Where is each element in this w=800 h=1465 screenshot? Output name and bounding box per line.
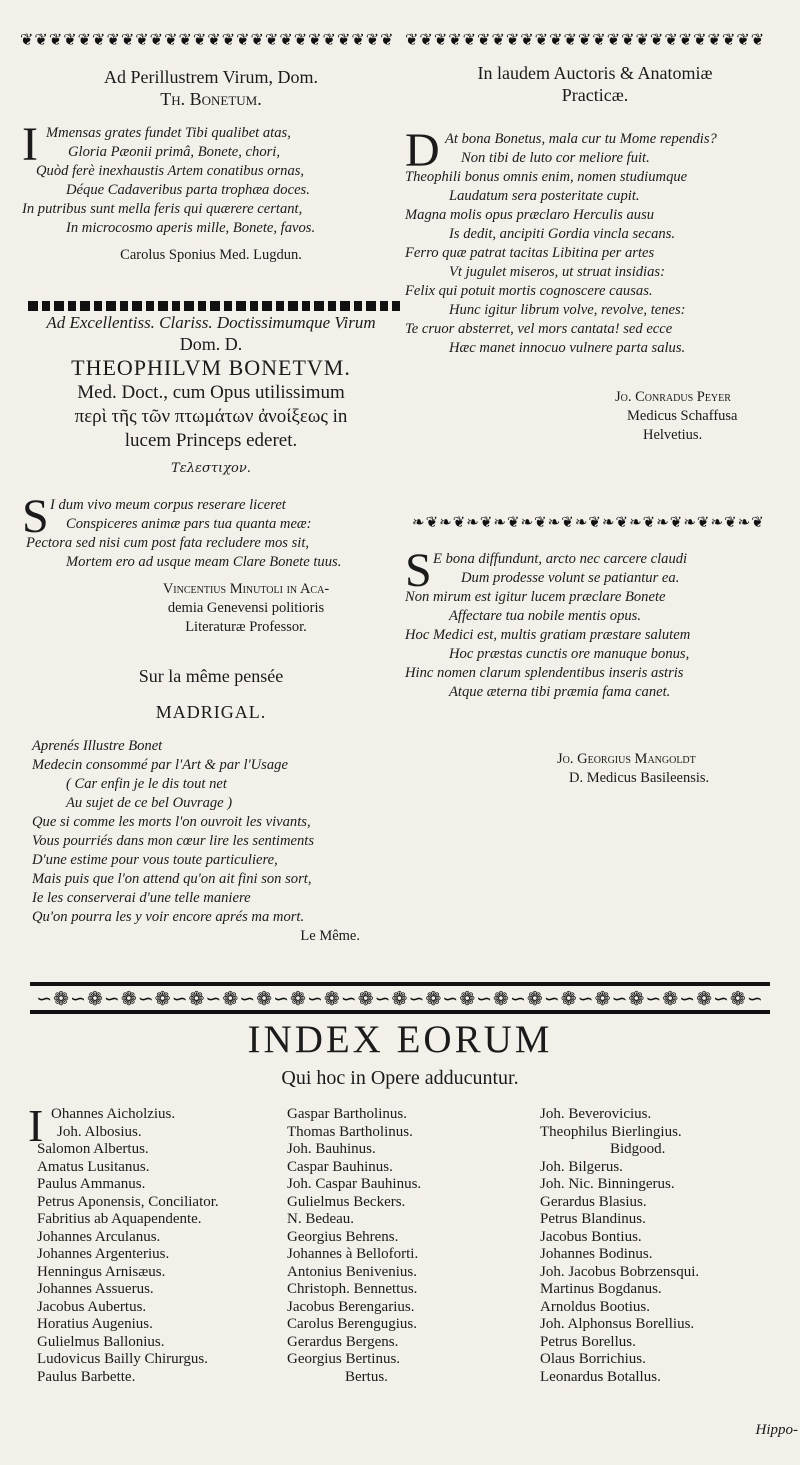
list-item: Jacobus Berengarius.: [287, 1298, 415, 1315]
list-item: Ohannes Aicholzius.: [51, 1106, 176, 1122]
list-item: Paulus Barbette.: [37, 1368, 136, 1385]
list-item: Joh. Bauhinus.: [287, 1141, 376, 1157]
left-poem-2-signature: Vincentius Minutoli in Aca-: [162, 581, 330, 597]
verse-line: In microcosmo aperis mille, Bonete, favos.: [66, 220, 316, 236]
verse-line: Is dedit, ancipiti Gordia vincla secans.: [449, 226, 676, 242]
index-subtitle: Qui hoc in Opere adducuntur.: [281, 1067, 519, 1089]
verse-line: Laudatum sera posteritate cupit.: [449, 188, 640, 204]
verse-line: Au sujet de ce bel Ouvrage ): [66, 795, 233, 811]
list-item: Joh. Jacobus Bobrzensqui.: [540, 1263, 700, 1280]
dropcap: D: [405, 124, 440, 177]
list-item: Martinus Bogdanus.: [540, 1281, 662, 1297]
index-column-2: [287, 1106, 527, 1386]
index-column-3: [540, 1106, 780, 1386]
verse-line: Hoc Medici est, multis gratiam præstare salutem: [405, 627, 691, 643]
verse-line: Ferro quæ patrat tacitas Libitina per artes: [405, 245, 655, 261]
list-item: Petrus Blandinus.: [540, 1211, 646, 1227]
right-poem-1-signature: Jo. Conradus Peyer: [615, 389, 731, 405]
verse-line: Conspiceres animæ pars tua quanta meæ:: [66, 516, 312, 532]
list-item: Bertus.: [345, 1368, 388, 1385]
list-item: Leonardus Botallus.: [540, 1368, 661, 1385]
right-poem-2-verse: [405, 544, 785, 702]
top-left-ornament: ❦❦❦❦❦❦❦❦❦❦❦❦❦❦❦❦❦❦❦❦❦❦❦❦❦❦: [20, 30, 395, 49]
list-item: Petrus Aponensis, Conciliator.: [37, 1193, 219, 1210]
left-poem-3-signature: Le Même.: [300, 928, 360, 944]
left-poem-2-line-last: lucem Princeps ederet.: [124, 430, 298, 451]
greek-phrase: περὶ τῆς τῶν πτωμάτων ἀνοίξεως in: [74, 406, 348, 427]
list-item: Joh. Caspar Bauhinus.: [287, 1176, 422, 1192]
list-item: Ludovicus Bailly Chirurgus.: [37, 1351, 208, 1367]
right-poem-1-signature: Medicus Schaffusa: [627, 408, 738, 424]
list-item: Jacobus Bontius.: [540, 1228, 642, 1245]
verse-line: Te cruor absterret, vel mors cantata! sed ecce: [405, 321, 673, 337]
list-item: Johannes Bodinus.: [540, 1246, 653, 1262]
right-divider-ornament: ❧❦❧❦❧❦❧❦❧❦❧❦❧❦❧❦❧❦❧❦❧❦❧❦❧❦: [412, 513, 765, 531]
dropcap: I: [28, 1100, 44, 1151]
left-poem-2-greek-line: [22, 405, 400, 429]
dropcap: I: [22, 118, 38, 171]
top-right-ornament: ❦❦❦❦❦❦❦❦❦❦❦❦❦❦❦❦❦❦❦❦❦❦❦❦❦: [405, 30, 766, 49]
index-title: INDEX EORUM: [247, 1018, 553, 1061]
list-item: Joh. Beverovicius.: [540, 1106, 652, 1122]
verse-line: Aprenés Illustre Bonet: [32, 738, 163, 754]
left-poem-2-signature: demia Genevensi politioris: [167, 600, 325, 616]
verse-line: Atque æterna tibi præmia fama canet.: [449, 684, 671, 700]
verse-line: I dum vivo meum corpus reserare liceret: [50, 497, 286, 513]
verse-line: D'une estime pour vous toute particuliere,: [32, 852, 278, 868]
list-item: Gaspar Bartholinus.: [287, 1106, 407, 1122]
verse-line: At bona Bonetus, mala cur tu Mome rependis?: [445, 131, 717, 147]
verse-line: Pectora sed nisi cum post fata recludere mos sit,: [26, 535, 310, 551]
list-item: Jacobus Aubertus.: [37, 1298, 147, 1315]
verse-line: Gloria Pæonii primâ, Bonete, chori,: [68, 144, 281, 160]
left-poem-2-line: Med. Doct., cum Opus utilissimum: [77, 382, 345, 403]
verse-line: Vt jugulet miseros, ut struat insidias:: [449, 264, 665, 280]
list-item: Carolus Berengugius.: [287, 1316, 417, 1332]
verse-line: Non mirum est igitur lucem præclare Bonete: [405, 589, 666, 605]
list-item: Joh. Albosius.: [57, 1123, 142, 1140]
list-item: Arnoldus Bootius.: [540, 1298, 651, 1315]
left-poem-1-heading: Ad Perillustrem Virum, Dom.: [103, 67, 319, 87]
verse-line: Magna molis opus præclaro Herculis ausu: [405, 207, 655, 223]
verse-line: Ie les conserverai d'une telle maniere: [32, 890, 251, 906]
list-item: Bidgood.: [610, 1141, 666, 1157]
list-item: Olaus Borrichius.: [540, 1351, 646, 1367]
list-item: Fabritius ab Aquapendente.: [37, 1211, 202, 1227]
left-poem-2-signature: Literaturæ Professor.: [185, 619, 307, 635]
right-poem-2-signature: Jo. Georgius Mangoldt: [557, 751, 696, 767]
list-item: Salomon Albertus.: [37, 1141, 149, 1157]
verse-line: Quòd ferè inexhaustis Artem conatibus ornas,: [36, 163, 305, 179]
list-item: Antonius Benivenius.: [287, 1263, 417, 1280]
left-poem-3-heading: Sur la même pensée: [138, 666, 284, 686]
right-poem-1-heading: In laudem Auctoris & Anatomiæ: [477, 63, 713, 83]
left-poem-1: [22, 66, 400, 265]
list-item: Gulielmus Beckers.: [287, 1193, 406, 1210]
list-item: Theophilus Bierlingius.: [540, 1123, 682, 1140]
verse-line: In putribus sunt mella feris qui quærere certant,: [22, 201, 303, 217]
right-poem-1-signature: Helvetius.: [643, 427, 703, 443]
verse-line: Mmensas grates fundet Tibi qualibet atas,: [46, 125, 291, 141]
verse-line: Qu'on pourra les y voir encore aprés ma mort.: [32, 909, 305, 925]
left-poem-3: [22, 665, 400, 946]
verse-line: Hunc igitur librum volve, revolve, tenes:: [449, 302, 686, 318]
list-item: Joh. Alphonsus Borellius.: [540, 1316, 695, 1332]
verse-line: ( Car enfin je le dis tout net: [66, 776, 227, 792]
list-item: Johannes Arculanus.: [37, 1228, 161, 1245]
list-item: Gerardus Bergens.: [287, 1333, 399, 1350]
index-header-ornament: ∽❁∽❁∽❁∽❁∽❁∽❁∽❁∽❁∽❁∽❁∽❁∽❁∽❁∽❁∽❁∽❁∽❁∽❁∽❁∽❁∽❁∽: [30, 982, 770, 1014]
list-item: Paulus Ammanus.: [37, 1176, 146, 1192]
left-poem-2-verse: [22, 490, 400, 572]
right-poem-1: [405, 62, 785, 445]
left-poem-2-greek-label: Τελεστιχον.: [171, 461, 251, 476]
catchword: Hippo-: [755, 1422, 798, 1438]
verse-line: Hinc nomen clarum splendentibus inseris astris: [405, 665, 684, 681]
right-poem-1-verse: [405, 124, 785, 358]
list-item: Gerardus Blasius.: [540, 1193, 647, 1210]
left-poem-2-heading: Ad Excellentiss. Clariss. Doctissimumque Virum: [46, 313, 376, 332]
verse-line: Vous pourriés dans mon cœur lire les sentiments: [32, 833, 315, 849]
list-item: Petrus Borellus.: [540, 1333, 636, 1350]
right-poem-2-signature: D. Medicus Basileensis.: [569, 770, 710, 786]
left-divider-ornament: [28, 301, 400, 311]
list-item: Joh. Nic. Binningerus.: [540, 1176, 675, 1192]
list-item: Georgius Behrens.: [287, 1228, 399, 1245]
verse-line: Mais puis que l'on attend qu'on ait fini son sort,: [32, 871, 312, 887]
verse-line: E bona diffundunt, arcto nec carcere claudi: [433, 551, 688, 567]
verse-line: Déque Cadaveribus parta trophæa doces.: [66, 182, 310, 198]
index-column-1: [37, 1106, 277, 1386]
dropcap: S: [405, 544, 432, 597]
list-item: Caspar Bauhinus.: [287, 1158, 393, 1175]
verse-line: Affectare tua nobile mentis opus.: [449, 608, 641, 624]
verse-line: Hæc manet innocuo vulnere parta salus.: [449, 340, 686, 356]
list-item: Christoph. Bennettus.: [287, 1281, 418, 1297]
list-item: Henningus Arnisæus.: [37, 1263, 166, 1280]
list-item: N. Bedeau.: [287, 1211, 355, 1227]
verse-line: Que si comme les morts l'on ouvroit les vivants,: [32, 814, 311, 830]
left-poem-1-signature: Carolus Sponius Med. Lugdun.: [120, 247, 302, 263]
list-item: Joh. Bilgerus.: [540, 1158, 623, 1175]
verse-line: Mortem ero ad usque meam Clare Bonete tuus.: [66, 554, 342, 570]
verse-line: Medecin consommé par l'Art & par l'Usage: [32, 757, 288, 773]
right-poem-1-heading2: Practicæ.: [561, 85, 629, 105]
left-poem-3-subheading: MADRIGAL.: [155, 702, 267, 722]
left-poem-2-name: THEOPHILVM BONETVM.: [71, 355, 351, 380]
list-item: Johannes à Belloforti.: [287, 1246, 419, 1262]
list-item: Johannes Argenterius.: [37, 1246, 170, 1262]
verse-line: Hoc præstas cunctis ore manuque bonus,: [449, 646, 690, 662]
dropcap: S: [22, 490, 49, 543]
right-poem-2: [405, 544, 785, 788]
list-item: Thomas Bartholinus.: [287, 1123, 413, 1140]
list-item: Johannes Assuerus.: [37, 1281, 154, 1297]
left-poem-1-verse: [22, 118, 400, 238]
left-poem-2-dom: Dom. D.: [179, 334, 243, 354]
left-poem-1-heading-name: Th. Bonetum.: [160, 89, 262, 109]
list-item: Georgius Bertinus.: [287, 1351, 401, 1367]
verse-line: Non tibi de luto cor meliore fuit.: [461, 150, 650, 166]
verse-line: Dum prodesse volunt se patiantur ea.: [461, 570, 680, 586]
list-item: Gulielmus Ballonius.: [37, 1333, 165, 1350]
left-poem-2: [22, 312, 400, 637]
left-poem-3-verse: [22, 737, 400, 927]
list-item: Horatius Augenius.: [37, 1316, 153, 1332]
verse-line: Felix qui potuit mortis cognoscere causas.: [405, 283, 653, 299]
verse-line: Theophili bonus omnis enim, nomen studiumque: [405, 169, 688, 185]
list-item: Amatus Lusitanus.: [37, 1158, 150, 1175]
